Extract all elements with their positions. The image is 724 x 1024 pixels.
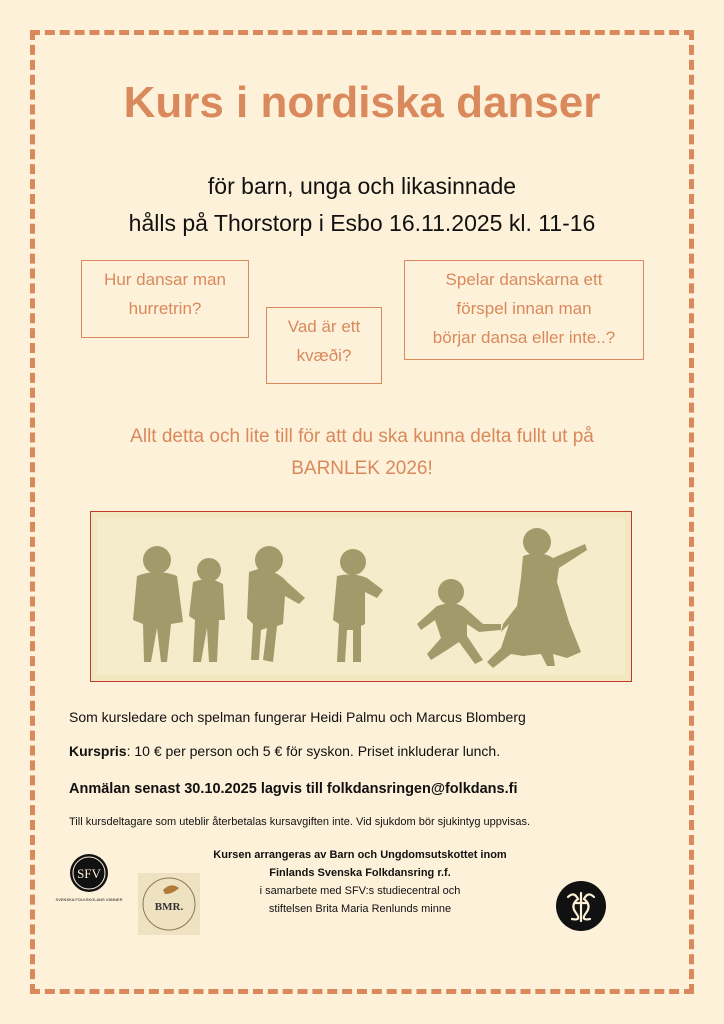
question-box-kvaedi (266, 307, 382, 384)
refund-policy: Till kursdeltagare som uteblir återbetalas kursavgiften inte. Vid sjukdom bör sjukintyg uppvisas. (69, 816, 531, 828)
question-text: kvæði? (296, 346, 352, 365)
question-box-forspel (404, 260, 644, 360)
promo-line-2: BARNLEK 2026! (291, 458, 433, 479)
sfv-logo (55, 853, 123, 909)
promo-text (60, 421, 664, 485)
question-text: börjar dansa eller inte..? (432, 328, 616, 347)
poster-subtitle (0, 168, 724, 242)
question-text: Vad är ett (287, 317, 361, 336)
bmr-logo-text: BMR. (154, 901, 184, 913)
organizers-block (180, 846, 540, 918)
course-price (69, 743, 500, 759)
registration-info: Anmälan senast 30.10.2025 lagvis till folkdansringen@folkdans.fi (69, 781, 518, 797)
question-text: hurretrin? (128, 299, 202, 318)
sfv-logo-text: SFV (77, 866, 101, 881)
dancing-children-illustration (90, 511, 632, 682)
silhouettes-image (91, 512, 631, 681)
course-leaders: Som kursledare och spelman fungerar Heidi Palmu och Marcus Blomberg (69, 709, 526, 725)
sfv-logo-subtext: SVENSKA FOLKSKOLANS VÄNNER (55, 897, 123, 902)
poster-title: Kurs i nordiska danser (123, 78, 601, 127)
subtitle-line-1: för barn, unga och likasinnade (207, 173, 517, 199)
question-text: Hur dansar man (104, 270, 226, 289)
question-box-hurretrin (81, 260, 249, 338)
organizer-line-2: Finlands Svenska Folkdansring r.f. (269, 867, 451, 879)
question-text: förspel innan man (456, 299, 592, 318)
bmr-logo (137, 872, 201, 936)
fsf-logo (554, 879, 608, 933)
price-label: Kurspris (69, 743, 127, 759)
price-text: : 10 € per person och 5 € för syskon. Priset inkluderar lunch. (126, 743, 501, 759)
subtitle-line-2: hålls på Thorstorp i Esbo 16.11.2025 kl. 11-16 (128, 210, 596, 236)
organizer-line-1: Kursen arrangeras av Barn och Ungdomsutskottet inom (213, 849, 507, 861)
question-text: Spelar danskarna ett (445, 270, 603, 289)
organizer-line-3: i samarbete med SFV:s studiecentral och (259, 885, 461, 897)
promo-line-1: Allt detta och lite till för att du ska kunna delta fullt ut på (130, 426, 594, 447)
organizer-line-4: stiftelsen Brita Maria Renlunds minne (268, 903, 452, 915)
